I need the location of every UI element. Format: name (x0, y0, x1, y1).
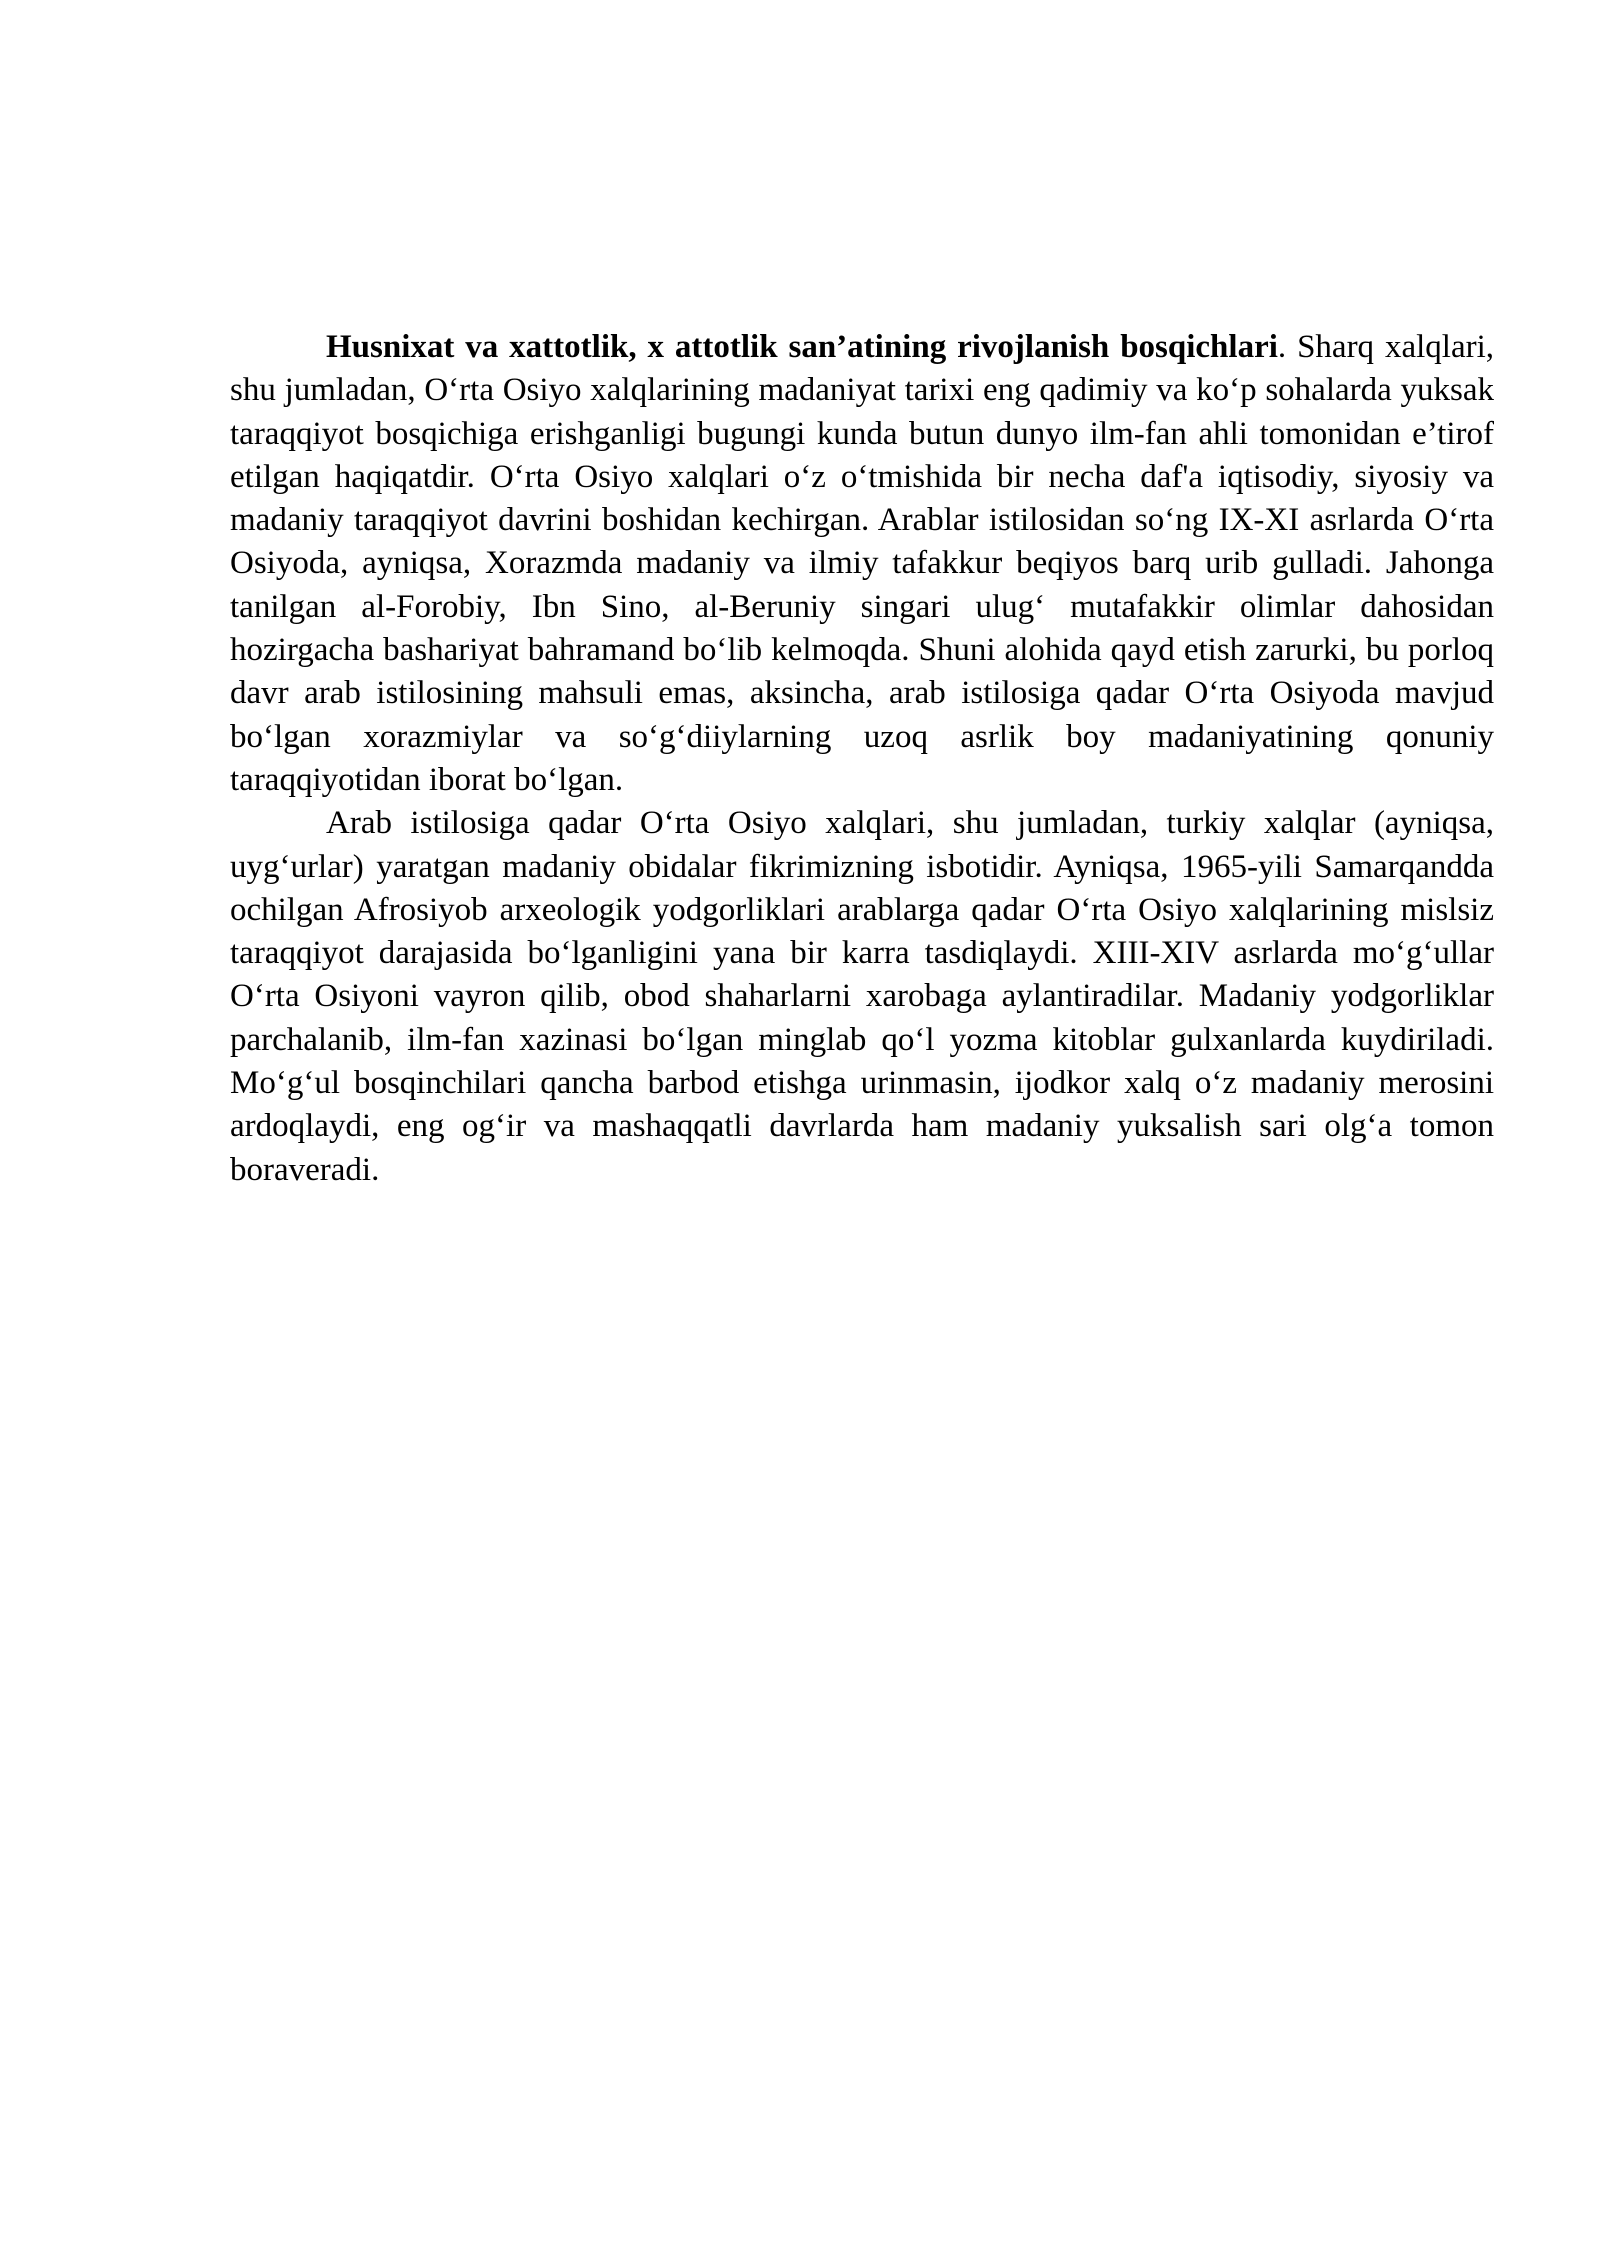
paragraph-1-text: . Sharq xalqlari, shu jumladan, O‘rta Osiyo xalqlarining madaniyat tarixi eng qadimiy va ko‘p sohalarda yuksak taraqqiyot bosqichiga erishganligi bugungi kunda butun dunyo ilm-fan ahli tomonidan e’tirof etilgan haqiqatdir. O‘rta Osiyo xalqlari o‘z o‘tmishida bir necha daf'a iqtisodiy, siyosiy va madaniy taraqqiyot davrini boshidan kechirgan. Arablar istilosidan so‘ng IX-XI asrlarda O‘rta Osiyoda, ayniqsa, Xorazmda madaniy va ilmiy tafakkur beqiyos barq urib gulladi. Jahonga tanilgan al-Forobiy, Ibn Sino, al-Beruniy singari ulug‘ mutafakkir olimlar dahosidan hozirgacha bashariyat bahramand bo‘lib kelmoqda. Shuni alohida qayd etish zarurki, bu porloq davr arab istilosining mahsuli emas, aksincha, arab istilosiga qadar O‘rta Osiyoda mavjud bo‘lgan xorazmiylar va so‘g‘diiylarning uzoq asrlik boy madaniyatining qonuniy taraqqiyotidan iborat bo‘lgan. (230, 329, 1494, 798)
paragraph-1 (230, 326, 1494, 802)
section-heading: Husnixat va xattotlik, x attotlik san’atining rivojlanish bosqichlari (326, 329, 1278, 365)
paragraph-2 (230, 802, 1494, 1192)
paragraph-2-text: Arab istilosiga qadar O‘rta Osiyo xalqlari, shu jumladan, turkiy xalqlar (ayniqsa, uyg‘urlar) yaratgan madaniy obidalar fikrimizning isbotidir. Ayniqsa, 1965-yili Samarqandda ochilgan Afrosiyob arxeologik yodgorliklari arablarga qadar O‘rta Osiyo xalqlarining mislsiz taraqqiyot darajasida bo‘lganligini yana bir karra tasdiqlaydi. XIII-XIV asrlarda mo‘g‘ullar O‘rta Osiyoni vayron qilib, obod shaharlarni xarobaga aylantiradilar. Madaniy yodgorliklar parchalanib, ilm-fan xazinasi bo‘lgan minglab qo‘l yozma kitoblar gulxanlarda kuydiriladi. Mo‘g‘ul bosqinchilari qancha barbod etishga urinmasin, ijodkor xalq o‘z madaniy merosini ardoqlaydi, eng og‘ir va mashaqqatli davrlarda ham madaniy yuksalish sari olg‘a tomon boraveradi. (230, 805, 1494, 1188)
document-body (230, 326, 1494, 1192)
